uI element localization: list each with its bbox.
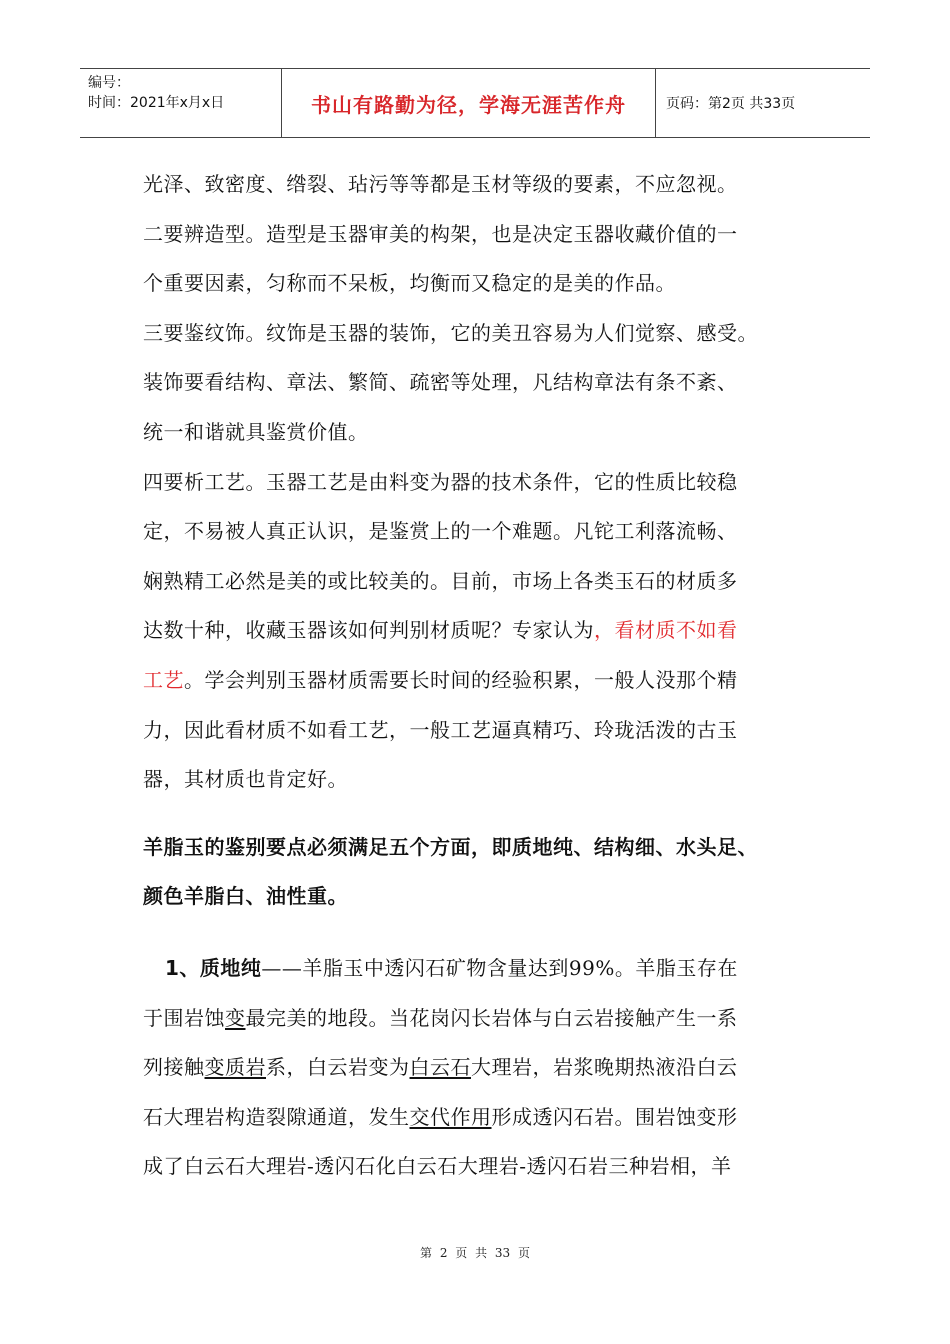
text-segment: ——羊脂玉中透闪石矿物含量达到99%。羊脂玉存在	[261, 955, 738, 980]
header-meta	[80, 69, 282, 137]
bold-heading-line: 羊脂玉的鉴别要点必须满足五个方面，即质地纯、结构细、水头足、	[143, 834, 758, 859]
paragraph-line: 定，不易被人真正认识，是鉴赏上的一个难题。凡铊工利落流畅、	[143, 519, 738, 544]
text-segment: 。学会判别玉器材质需要长时间的经验积累，一般人没那个精	[184, 667, 738, 692]
text-segment: 大理岩，岩浆晚期热液沿白云	[471, 1055, 738, 1080]
paragraph-line: 成了白云石大理岩-透闪石化白云石大理岩-透闪石岩三种岩相，羊	[143, 1154, 732, 1179]
header-motto: 书山有路勤为径，学海无涯苦作舟	[311, 92, 626, 117]
document-time: 时间：2021年x月x日	[88, 95, 225, 111]
header-motto-cell	[282, 69, 656, 137]
page-header	[80, 68, 870, 138]
section-title: 1、质地纯	[165, 955, 262, 980]
text-segment: 列接触	[143, 1055, 205, 1080]
page-footer: 第 2 页 共 33 页	[420, 1246, 530, 1260]
section-first-line	[143, 944, 833, 994]
header-page-info-cell	[656, 69, 870, 137]
bold-heading-line: 颜色羊脂白、油性重。	[143, 884, 348, 909]
highlight-text: ，看材质不如看	[594, 618, 738, 643]
paragraph-line	[143, 606, 833, 656]
paragraph-line	[143, 1043, 833, 1093]
paragraph-line	[143, 656, 833, 706]
paragraph-line: 光泽、致密度、绺裂、玷污等等都是玉材等级的要素，不应忽视。	[143, 172, 738, 196]
paragraph-line: 力，因此看材质不如看工艺，一般工艺逼真精巧、玲珑活泼的古玉	[143, 717, 738, 742]
document-body	[143, 160, 833, 1192]
underlined-term: 变质岩	[204, 1055, 266, 1080]
text-segment: 于围岩蚀	[143, 1005, 225, 1030]
paragraph-line	[143, 994, 833, 1044]
text-segment: 石大理岩构造裂隙通道，发生	[143, 1104, 410, 1129]
paragraph-line: 三要鉴纹饰。纹饰是玉器的装饰，它的美丑容易为人们觉察、感受。	[143, 320, 758, 345]
paragraph-line: 统一和谐就具鉴赏价值。	[143, 419, 369, 444]
paragraph-line: 娴熟精工必然是美的或比较美的。目前，市场上各类玉石的材质多	[143, 568, 738, 593]
paragraph-line: 二要辨造型。造型是玉器审美的构架，也是决定玉器收藏价值的一	[143, 221, 738, 246]
paragraph-line: 四要析工艺。玉器工艺是由料变为器的技术条件，它的性质比较稳	[143, 469, 738, 494]
text-segment: 形成透闪石岩。围岩蚀变形	[491, 1104, 738, 1129]
paragraph-line: 个重要因素，匀称而不呆板，均衡而又稳定的是美的作品。	[143, 271, 676, 296]
underlined-term: 交代作用	[409, 1104, 492, 1129]
text-segment: 最完美的地段。当花岗闪长岩体与白云岩接触产生一系	[245, 1005, 738, 1030]
header-page-info: 页码：第2页 共33页	[666, 96, 796, 112]
underlined-term: 变	[225, 1005, 246, 1030]
paragraph-line: 装饰要看结构、章法、繁简、疏密等处理，凡结构章法有条不紊、	[143, 370, 738, 395]
text-segment: 达数十种，收藏玉器该如何判别材质呢？专家认为	[143, 618, 594, 643]
highlight-text: 工艺	[143, 667, 184, 692]
document-number-label: 编号：	[88, 75, 130, 91]
underlined-term: 白云石	[409, 1055, 471, 1080]
paragraph-line: 器，其材质也肯定好。	[143, 767, 348, 792]
paragraph-line	[143, 1093, 833, 1143]
text-segment: 系，白云岩变为	[266, 1055, 410, 1080]
